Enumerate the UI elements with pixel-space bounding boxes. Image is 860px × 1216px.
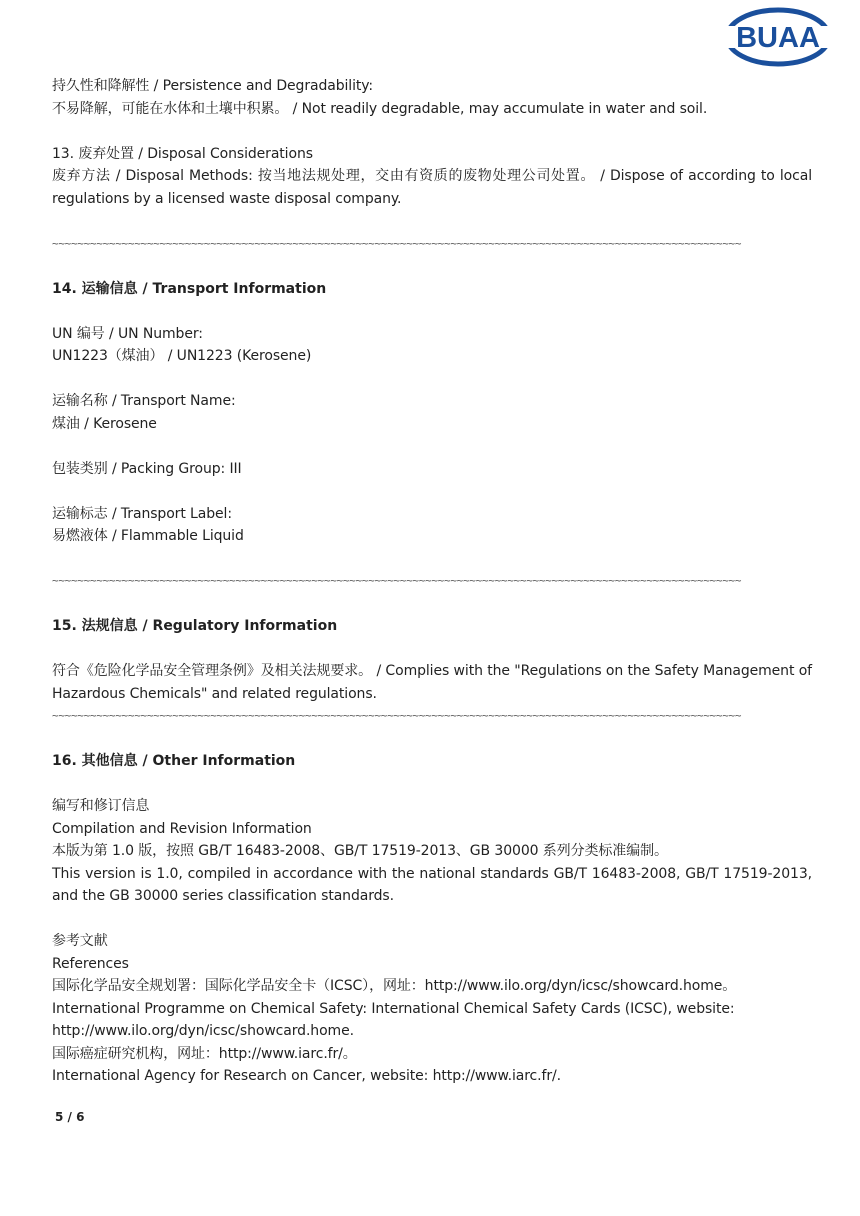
un-number-label: UN 编号 / UN Number: [52,325,203,342]
packing-group: 包装类别 / Packing Group: III [52,460,242,477]
compilation-title-en: Compilation and Revision Information [52,820,312,837]
section-16-title: 16. 其他信息 / Other Information [52,753,296,769]
document-body [52,75,812,1088]
section-14-title: 14. 运输信息 / Transport Information [52,280,327,297]
disposal-methods: 废弃方法 / Disposal Methods: 按当地法规处理，交由有资质的废物处理公司处置。 / Dispose of according to local regulations by a licensed waste disposal company. [52,168,812,207]
version-text-cn: 本版为第 1.0 版，按照 GB/T 16483-2008、GB/T 17519-2013、GB 30000 系列分类标准编制。 [52,843,668,859]
separator: ~~~~~~~~~~~~~~~~~~~~~~~~~~~~~~~~~~~~~~~~~~~~~~~~~~~~~~~~~~~~~~~~~~~~~~~~~~~~~~~~~~~~~~~~~~~~~~~~~~~~~~~~~~~~~ [52,574,742,587]
regulatory-text: 符合《危险化学品安全管理条例》及相关法规要求。 / Complies with the "Regulations on the Safety Management of Hazardous Chemicals" and related regulations. [52,663,812,702]
persistence-text: 不易降解，可能在水体和土壤中积累。 / Not readily degradable, may accumulate in water and soil. [52,100,708,117]
reference-2-cn: 国际癌症研究机构，网址：http://www.iarc.fr/。 [52,1045,357,1062]
version-text-en: This version is 1.0, compiled in accordance with the national standards GB/T 16483-2008, GB/T 17519-2013, and the GB 30000 series classification standards. [52,865,812,904]
reference-1-url: http://www.ilo.org/dyn/icsc/showcard.home. [52,1023,354,1039]
transport-label-value: 易燃液体 / Flammable Liquid [52,528,244,544]
references-title-cn: 参考文献 [52,933,108,949]
references-title-en: References [52,955,129,972]
persistence-label: 持久性和降解性 / Persistence and Degradability: [52,78,374,94]
buaa-logo [724,7,832,67]
reference-1-en: International Programme on Chemical Safety: International Chemical Safety Cards (ICSC), website: [52,1000,735,1017]
separator: ~~~~~~~~~~~~~~~~~~~~~~~~~~~~~~~~~~~~~~~~~~~~~~~~~~~~~~~~~~~~~~~~~~~~~~~~~~~~~~~~~~~~~~~~~~~~~~~~~~~~~~~~~~~~~ [52,236,742,250]
section-15-title: 15. 法规信息 / Regulatory Information [52,618,338,634]
transport-name-label: 运输名称 / Transport Name: [52,393,236,409]
logo-text: BUAA [736,22,820,54]
reference-2-en: International Agency for Research on Cancer, website: http://www.iarc.fr/. [52,1068,561,1084]
compilation-title-cn: 编写和修订信息 [52,798,150,814]
separator: ~~~~~~~~~~~~~~~~~~~~~~~~~~~~~~~~~~~~~~~~~~~~~~~~~~~~~~~~~~~~~~~~~~~~~~~~~~~~~~~~~~~~~~~~~~~~~~~~~~~~~~~~~~~~~ [52,709,742,722]
page-number: 5 / 6 [55,1110,85,1124]
reference-1-cn: 国际化学品安全规划署：国际化学品安全卡（ICSC），网址：http://www.ilo.org/dyn/icsc/showcard.home。 [52,978,737,994]
section-13-title: 13. 废弃处置 / Disposal Considerations [52,145,313,162]
transport-label-label: 运输标志 / Transport Label: [52,505,232,522]
un-number-value: UN1223（煤油） / UN1223 (Kerosene) [52,348,312,364]
transport-name-value: 煤油 / Kerosene [52,415,157,432]
